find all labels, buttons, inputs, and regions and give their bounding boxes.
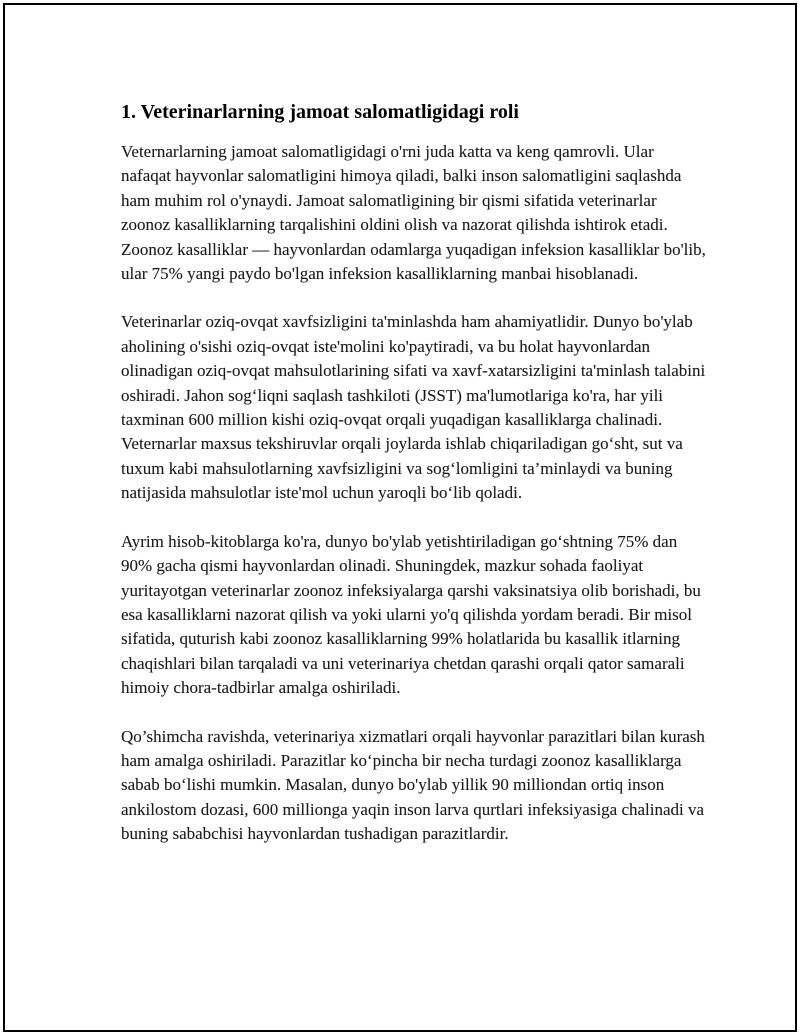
paragraph-vaccination: Ayrim hisob-kitoblarga ko'ra, dunyo bo'ylab yetishtiriladigan go‘shtning 75% dan 90% gacha qismi hayvonlardan olinadi. Shuningdek, mazkur sohada faoliyat yuritayotgan veterinarlar zoonoz infeksiyalarga qarshi vaksinatsiya olib borishadi, bu esa kasalliklarni nazorat qilish va yoki ularni yo'q qilishda yordam beradi. Bir misol sifatida, quturish kabi zoonoz kasalliklarning 99% holatlarida bu kasallik itlarning chaqishlari bilan tarqaladi va uni veterinariya chetdan qarashi orqali qator samarali himoiy chora-tadbirlar amalga oshiriladi. xyxy=(121,531,701,698)
document-body xyxy=(121,98,706,871)
section-heading: 1. Veterinarlarning jamoat salomatligidagi roli xyxy=(121,101,519,123)
page-frame xyxy=(3,3,797,1032)
paragraph-food-safety: Veterinarlar oziq-ovqat xavfsizligini ta'minlashda ham ahamiyatlidir. Dunyo bo'ylab aholining o'sishi oziq-ovqat iste'molini ko'paytiradi, va bu holat hayvonlardan olinadigan oziq-ovqat mahsulotlarining sifati va xavf-xatarsizligini ta'minlash talabini oshiradi. Jahon sog‘liqni saqlash tashkiloti (JSST) ma'lumotlariga ko'ra, har yili taxminan 600 million kishi oziq-ovqat orqali yuqadigan kasalliklarga chalinadi. Veternarlar maxsus tekshiruvlar orqali joylarda ishlab chiqariladigan go‘sht, sut va tuxum kabi mahsulotlarning xavfsizligini va sog‘lomligini ta’minlaydi va buning natijasida mahsulotlar iste'mol uchun yaroqli bo‘lib qoladi. xyxy=(121,312,706,503)
paragraph-parasites: Qo’shimcha ravishda, veterinariya xizmatlari orqali hayvonlar parazitlari bilan kurash ham amalga oshiriladi. Parazitlar ko‘pincha bir necha turdagi zoonoz kasalliklarga sabab bo‘lishi mumkin. Masalan, dunyo bo'ylab yillik 90 milliondan ortiq inson ankilostom dozasi, 600 millionga yaqin inson larva qurtlari infeksiyasiga chalinadi va buning sababchisi hayvonlardan tushadigan parazitlardir. xyxy=(121,726,705,844)
paragraph-zoonotic-diseases: Veternarlarning jamoat salomatligidagi o'rni juda katta va keng qamrovli. Ular nafaqat hayvonlar salomatligini himoya qiladi, balki inson salomatligini saqlashda ham muhim rol o'ynaydi. Jamoat salomatligining bir qismi sifatida veterinarlar zoonoz kasalliklarning tarqalishini oldini olish va nazorat qilishda ishtirok etadi. Zoonoz kasalliklar — hayvonlardan odamlarga yuqadigan infeksion kasalliklar bo'lib, ular 75% yangi paydo bo'lgan infeksion kasalliklarning manbai hisoblanadi. xyxy=(121,142,706,284)
